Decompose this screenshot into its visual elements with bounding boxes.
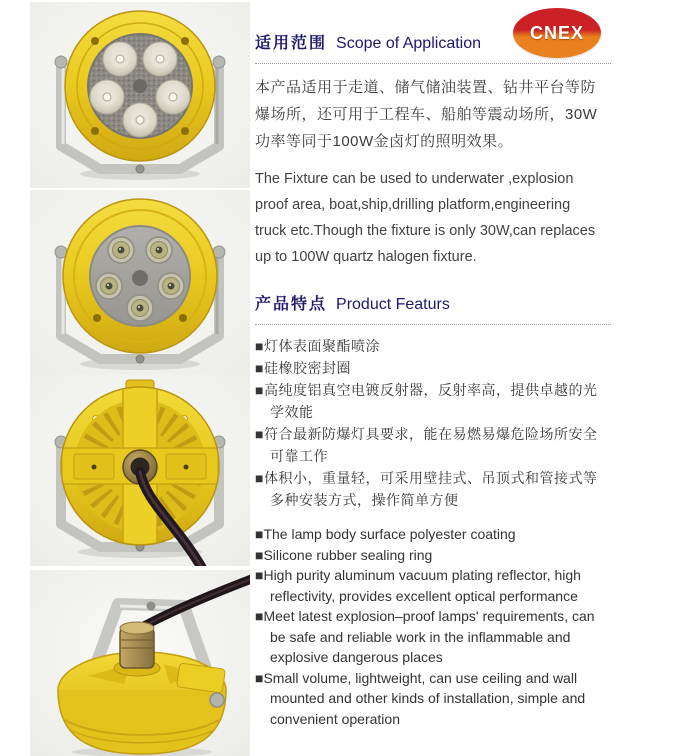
product-photo-bracket-top-view [30,570,250,756]
feature-item-zh: ■高纯度铝真空电镀反射器，反射率高，提供卓越的光学效能 [255,382,598,420]
feature-item-en: ■Silicone rubber sealing ring [255,546,433,563]
feature-item-en: ■Meet latest explosion–proof lamps' requirements, can be safe and reliable work in the inflammable and explosive dangerous places [255,608,595,665]
feature-item-en: ■Small volume, lightweight, can use ceiling and wall mounted and other kinds of installation, simple and convenient operation [255,669,586,727]
features-list-zh [255,335,611,511]
features-title-en: Product Featurs [336,296,450,313]
features-list-en [255,524,611,729]
feature-item-zh: ■体积小，重量轻，可采用壁挂式、吊顶式和管接式等多种安装方式，操作简单方便 [255,470,598,508]
cnex-logo-text: CNEX [529,22,584,43]
scope-paragraph-en: The Fixture can be used to underwater ,explosion proof area, boat,ship,drilling platform,engineering truck etc.Though the fixture is only 30W,can replaces up to 100W quartz halogen fixture. [255,171,596,265]
feature-item-en: ■The lamp body surface polyester coating [255,526,516,542]
features-title-zh: 产品特点 [255,296,328,313]
scope-title-zh: 适用范围 [255,35,328,52]
feature-item-en: ■High purity aluminum vacuum plating reflector, high reflectivity, provides excellent optical performance [255,567,581,604]
features-section-header [255,291,611,325]
content-column [255,30,611,729]
product-photo-front-view-1 [30,2,250,188]
product-photo-rear-view [30,374,250,566]
scope-paragraph-zh: 本产品适用于走道、储气储油装置、钻井平台等防爆场所，还可用于工程车、船舶等震动场所，30W功率等同于100W金卤灯的照明效果。 [255,79,598,150]
product-photo-front-view-2 [30,190,250,376]
scope-title-en: Scope of Application [336,35,482,52]
feature-item-zh: ■符合最新防爆灯具要求，能在易燃易爆危险场所安全可靠工作 [255,426,598,464]
scope-section-header [255,30,611,64]
feature-item-zh: ■硅橡胶密封圈 [255,360,351,376]
feature-item-zh: ■灯体表面聚酯喷涂 [255,338,380,354]
